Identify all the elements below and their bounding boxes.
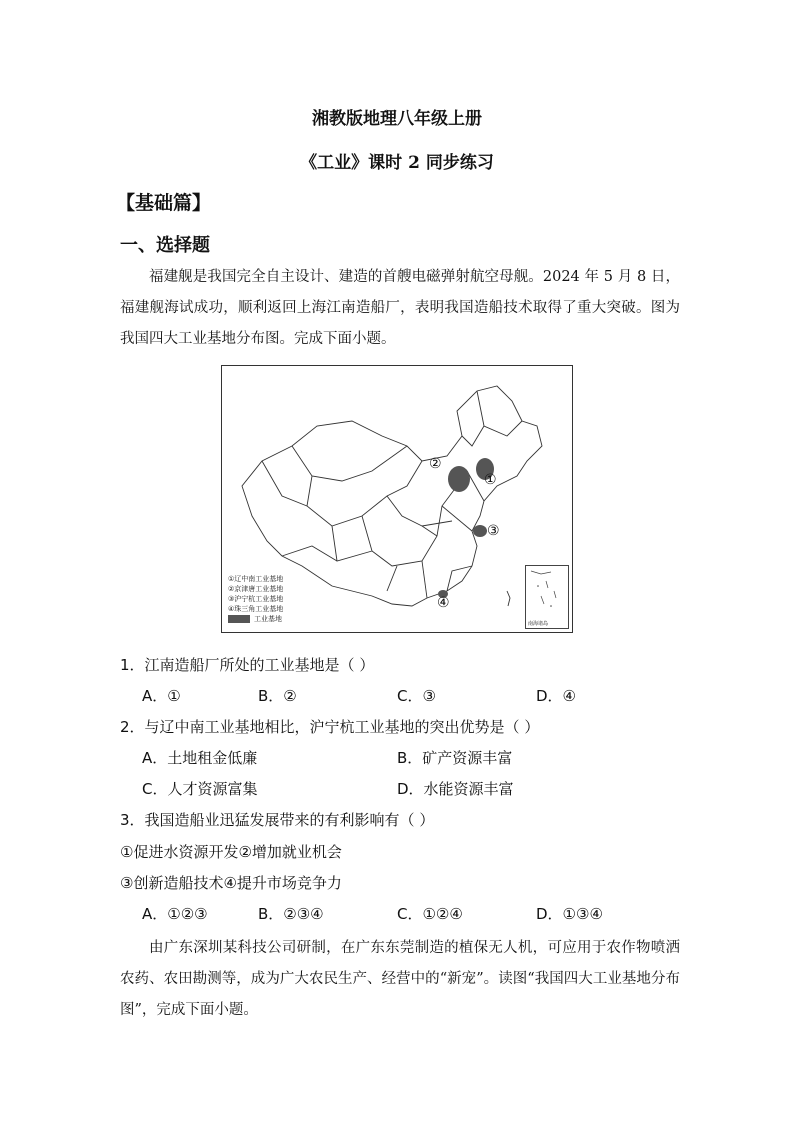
part-heading: 一、选择题 xyxy=(120,235,210,256)
question-1: 1．江南造船厂所处的工业基地是（ ） xyxy=(120,656,375,674)
q2-option-d: D．水能资源丰富 xyxy=(397,780,514,798)
region-1 xyxy=(448,466,470,492)
q3-statement-line-2: ③创新造船技术④提升市场竞争力 xyxy=(120,874,342,892)
south-china-sea-inset xyxy=(525,565,569,629)
inset-map xyxy=(526,566,566,616)
q1-option-d: D．④ xyxy=(536,687,576,705)
q1-option-b: B．② xyxy=(258,687,297,705)
map-marker-4: ④ xyxy=(437,595,450,611)
legend-swatch-row xyxy=(228,614,283,624)
q2-option-c: C．人才资源富集 xyxy=(142,780,258,798)
q3-option-a: A．①②③ xyxy=(142,905,208,923)
map-legend xyxy=(228,574,283,624)
doc-title: 湘教版地理八年级上册 xyxy=(312,109,482,129)
legend-item: ④珠三角工业基地 xyxy=(228,605,284,613)
legend-swatch-label: 工业基地 xyxy=(254,615,282,623)
map-marker-2: ② xyxy=(429,456,442,472)
question-3: 3．我国造船业迅猛发展带来的有利影响有（ ） xyxy=(120,811,435,829)
q3-option-d: D．①③④ xyxy=(536,905,603,923)
q3-option-b: B．②③④ xyxy=(258,905,324,923)
legend-item: ③沪宁杭工业基地 xyxy=(228,595,284,603)
legend-item: ①辽中南工业基地 xyxy=(228,575,284,583)
map-marker-1: ① xyxy=(484,472,497,488)
passage-2: 由广东深圳某科技公司研制，在广东东莞制造的植保无人机，可应用于农作物喷洒农药、农田勘测等，成为广大农民生产、经营中的“新宠”。读图“我国四大工业基地分布图”，完成下面小题。 xyxy=(120,940,680,1018)
doc-subtitle: 《工业》课时 2 同步练习 xyxy=(300,153,494,173)
q3-statement-line-1: ①促进水资源开发②增加就业机会 xyxy=(120,843,342,861)
passage-1: 福建舰是我国完全自主设计、建造的首艘电磁弹射航空母舰。2024 年 5 月 8 日，福建舰海试成功，顺利返回上海江南造船厂，表明我国造船技术取得了重大突破。图为我国四大工业基地分布图。完成下面小题。 xyxy=(120,269,680,347)
region-3 xyxy=(473,525,487,537)
q2-option-a: A．土地租金低廉 xyxy=(142,749,258,767)
map-marker-3: ③ xyxy=(487,523,500,539)
question-2: 2．与辽中南工业基地相比，沪宁杭工业基地的突出优势是（ ） xyxy=(120,718,540,736)
q1-option-c: C．③ xyxy=(397,687,436,705)
inset-label: 南海诸岛 xyxy=(528,621,549,627)
q2-option-b: B．矿产资源丰富 xyxy=(397,749,513,767)
q1-option-a: A．① xyxy=(142,687,181,705)
q3-option-c: C．①②④ xyxy=(397,905,463,923)
legend-item: ②京津唐工业基地 xyxy=(228,585,284,593)
industrial-base-map xyxy=(221,365,573,633)
legend-swatch xyxy=(228,615,250,623)
section-heading: 【基础篇】 xyxy=(116,192,212,214)
